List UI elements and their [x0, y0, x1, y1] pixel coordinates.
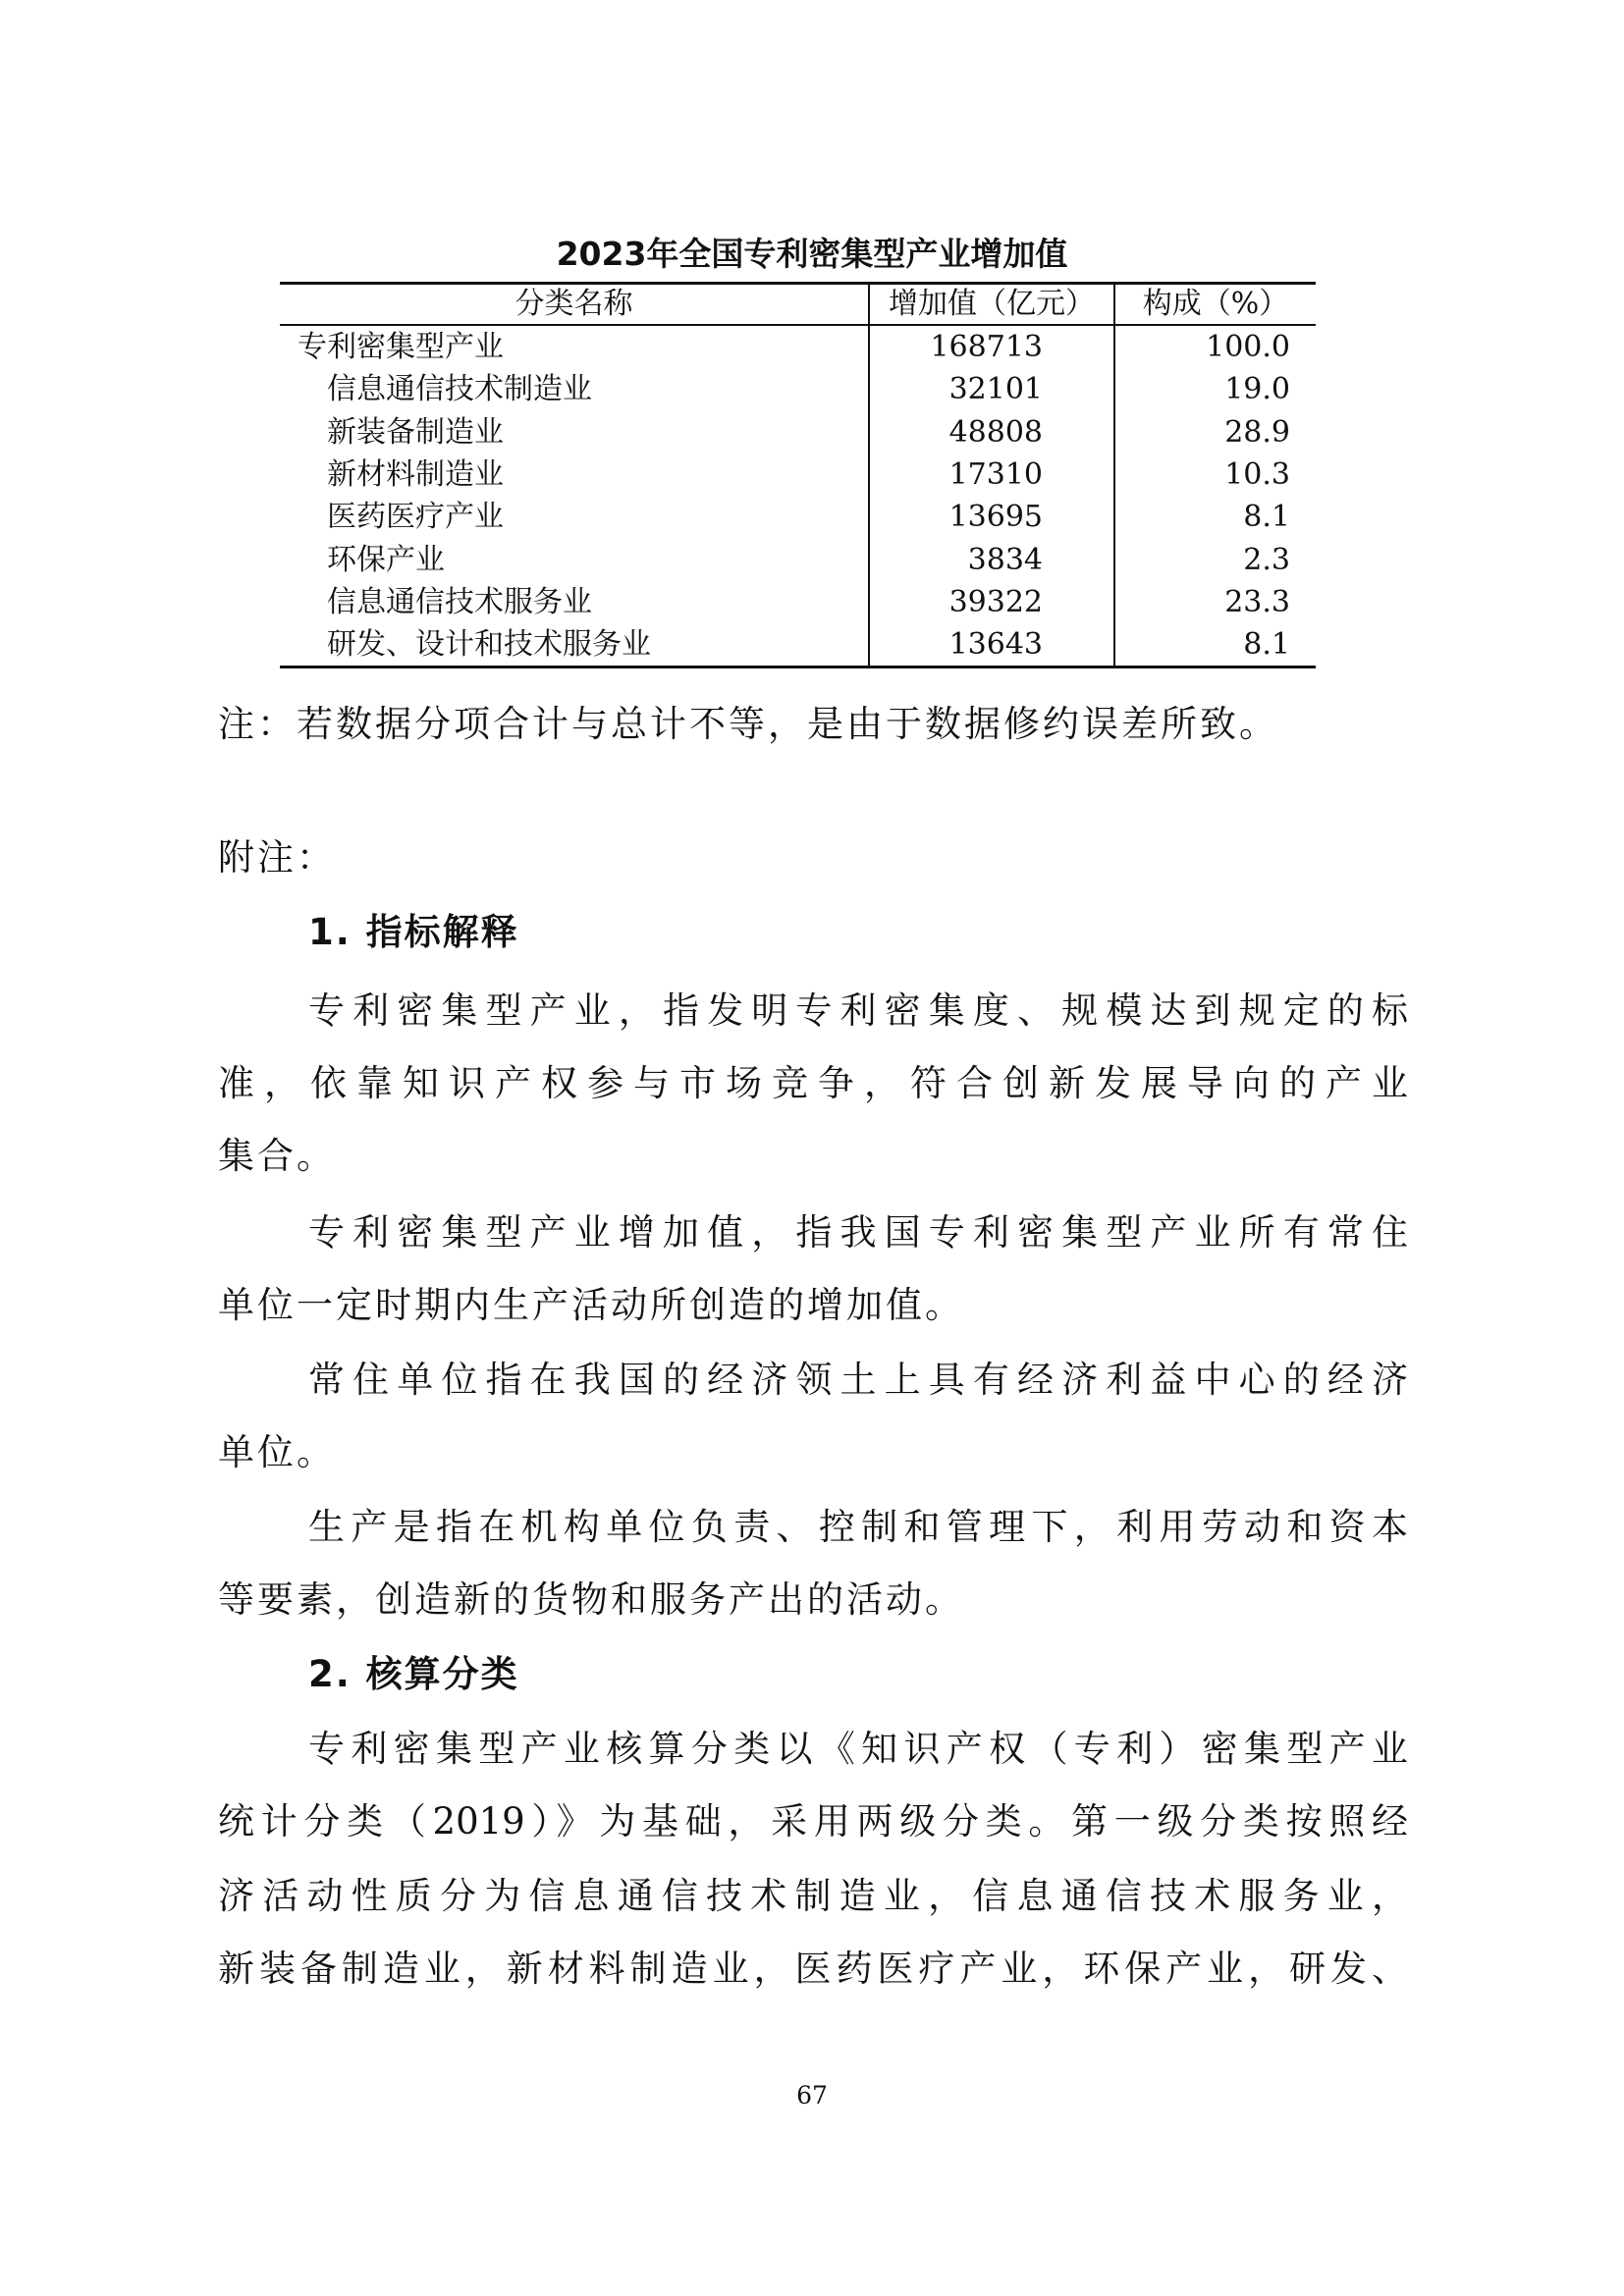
row-value: 3834	[869, 538, 1114, 580]
table-row	[280, 623, 1316, 667]
table-row	[280, 411, 1316, 454]
row-share: 28.9	[1114, 411, 1316, 454]
header-share: 构成（%）	[1114, 284, 1316, 326]
row-value: 32101	[869, 368, 1114, 410]
row-share: 19.0	[1114, 368, 1316, 410]
paragraph-line: 济活动性质分为信息通信技术制造业，信息通信技术服务业，	[218, 1875, 1408, 1917]
table-row	[280, 368, 1316, 410]
paragraph-line: 等要素，创造新的货物和服务产出的活动。	[218, 1578, 964, 1621]
paragraph-line: 统计分类（2019）》为基础，采用两级分类。第一级分类按照经	[218, 1800, 1408, 1842]
paragraph-line: 单位一定时期内生产活动所创造的增加值。	[218, 1284, 964, 1326]
row-share: 23.3	[1114, 581, 1316, 623]
header-category: 分类名称	[514, 287, 633, 321]
table-header-row	[280, 284, 1316, 326]
table-row	[280, 538, 1316, 580]
page-number: 67	[796, 2081, 828, 2109]
row-value: 13695	[869, 496, 1114, 538]
row-share: 8.1	[1114, 496, 1316, 538]
section-heading-classification: 2. 核算分类	[308, 1653, 519, 1695]
row-share: 10.3	[1114, 454, 1316, 496]
paragraph-line: 专利密集型产业，指发明专利密集度、规模达到规定的标	[308, 989, 1408, 1032]
table-row	[280, 454, 1316, 496]
row-name: 研发、设计和技术服务业	[327, 627, 651, 663]
paragraph-line: 专利密集型产业核算分类以《知识产权（专利）密集型产业	[308, 1728, 1408, 1770]
row-name: 新装备制造业	[327, 414, 504, 450]
row-name: 信息通信技术制造业	[327, 372, 592, 407]
paragraph-line: 常住单位指在我国的经济领土上具有经济利益中心的经济	[308, 1359, 1408, 1401]
row-name: 环保产业	[327, 542, 445, 577]
paragraph-line: 集合。	[218, 1135, 336, 1177]
paragraph-line: 新装备制造业，新材料制造业，医药医疗产业，环保产业，研发、	[218, 1948, 1408, 1990]
table-title: 2023年全国专利密集型产业增加值	[556, 235, 1068, 273]
patent-industry-table	[280, 282, 1316, 668]
section-heading-indicators: 1. 指标解释	[308, 911, 519, 953]
row-value: 39322	[869, 581, 1114, 623]
row-name: 医药医疗产业	[327, 500, 504, 535]
paragraph-line: 专利密集型产业增加值，指我国专利密集型产业所有常住	[308, 1211, 1408, 1254]
row-value: 48808	[869, 411, 1114, 454]
paragraph-line: 准，依靠知识产权参与市场竞争，符合创新发展导向的产业	[218, 1062, 1408, 1104]
row-name: 信息通信技术服务业	[327, 584, 592, 619]
row-value: 168713	[869, 325, 1114, 368]
row-name: 专利密集型产业	[298, 330, 504, 365]
row-value: 17310	[869, 454, 1114, 496]
row-share: 2.3	[1114, 538, 1316, 580]
header-value: 增加值（亿元）	[869, 284, 1114, 326]
table-row	[280, 581, 1316, 623]
row-share: 8.1	[1114, 623, 1316, 667]
table-row	[280, 325, 1316, 368]
row-value: 13643	[869, 623, 1114, 667]
row-name: 新材料制造业	[327, 457, 504, 493]
table-note: 注：若数据分项合计与总计不等，是由于数据修约误差所致。	[218, 703, 1278, 745]
paragraph-line: 单位。	[218, 1431, 336, 1473]
appendix-label: 附注：	[218, 836, 336, 879]
table-row	[280, 496, 1316, 538]
row-share: 100.0	[1114, 325, 1316, 368]
paragraph-line: 生产是指在机构单位负责、控制和管理下，利用劳动和资本	[308, 1506, 1408, 1548]
